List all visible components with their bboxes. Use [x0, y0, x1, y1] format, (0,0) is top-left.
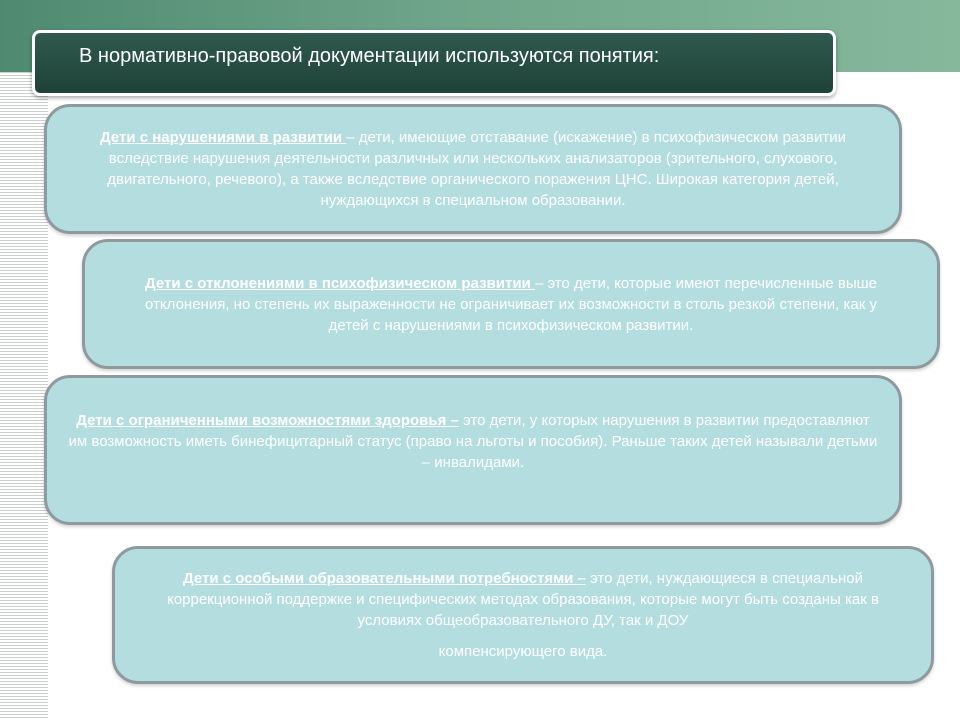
card-term: Дети с особыми образовательными потребностями –: [183, 570, 586, 587]
card-text: [73, 127, 873, 211]
card-text: [135, 568, 911, 662]
card-definition: это дети, у которых нарушения в развитии предоставляют им возможность иметь бинефицитарный статус (право на льготы и пособия). Раньше таких детей называли детьми – инвалидами.: [68, 411, 878, 471]
card-term: Дети с ограниченными возможностями здоровья –: [76, 411, 459, 429]
card-definition: – дети, имеющие отставание (искажение) в психофизическом развитии вследствие нарушения деятельности различных или нескольких анализаторов (зрительного, слухового, двигательного, речевого), а также вследствие органического поражения ЦНС. Широкая категория детей, нуждающихся в специальном образовании.: [107, 129, 847, 209]
definition-card-limited-health-abilities: [44, 375, 902, 525]
card-definition: это дети, нуждающиеся в специальной коррекционной поддержке и специфических методах образования, которые могут быть созданы как в условиях общеобразовательного ДУ, так и ДОУ: [167, 570, 879, 629]
title-box: [32, 30, 836, 96]
card-text: [135, 273, 887, 336]
left-stripe-decoration: [0, 72, 48, 720]
definition-card-developmental-disorders: [44, 104, 902, 234]
card-term: Дети с отклонениями в психофизическом развитии: [144, 274, 535, 292]
definition-card-psychophysical-deviations: [82, 239, 940, 369]
card-definition: – это дети, которые имеют перечисленные выше отклонения, но степень их выраженности не ограничивает их возможности в столь резкой степени, как у детей с нарушениями в психофизическом развитии.: [145, 274, 878, 334]
card-definition-tail: компенсирующего вида.: [438, 643, 608, 660]
card-term: Дети с нарушениями в развитии: [99, 129, 347, 146]
card-text: [67, 410, 879, 473]
slide-title: В нормативно-правовой документации используются понятия:: [79, 45, 660, 67]
definition-card-special-educational-needs: [112, 546, 934, 684]
